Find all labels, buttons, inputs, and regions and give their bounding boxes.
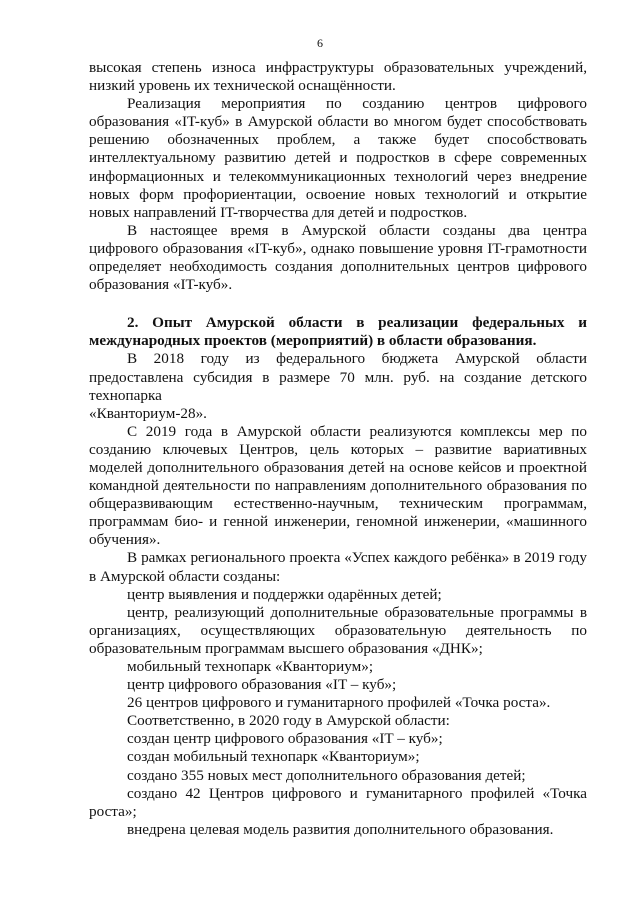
list-item: центр цифрового образования «IT – куб»; — [127, 676, 397, 694]
paragraph-regional-project: В рамках регионального проекта «Успех каждого ребёнка» в 2019 году в Амурской области созданы: — [89, 549, 587, 585]
list-item: создано 355 новых мест дополнительного образования детей; — [127, 766, 526, 784]
paragraph-kvantorium-28: «Кванториум-28». — [89, 404, 207, 422]
paragraph-infrastructure: высокая степень износа инфраструктуры образовательных учреждений, низкий уровень их технической оснащённости. — [89, 59, 587, 95]
list-item: 26 центров цифрового и гуманитарного профилей «Точка роста». — [127, 694, 551, 712]
list-item: создан центр цифрового образования «IT – куб»; — [127, 730, 443, 748]
list-item: центр, реализующий дополнительные образовательные программы в организациях, осуществляющих образовательную деятельность по образовательным программам высшего образования «ДНК»; — [89, 603, 587, 657]
document-body — [89, 59, 587, 839]
section-heading: 2. Опыт Амурской области в реализации федеральных и международных проектов (мероприятий) в области образования. — [89, 314, 587, 350]
list-item: центр выявления и поддержки одарённых детей; — [127, 585, 442, 603]
page-number: 6 — [317, 36, 323, 50]
paragraph-2019-measures: С 2019 года в Амурской области реализуются комплексы мер по созданию ключевых Центров, цель которых – развитие вариативных моделей дополнительного образования детей на основе кейсов и проектной командной деятельности по направлениям дополнительного образования по общеразвивающим естественно-научным, техническим программам, программам био- и генной инженерии, геномной инженерии, «машинного обучения». — [89, 422, 587, 549]
list-item: создан мобильный технопарк «Кванториум»; — [127, 748, 420, 766]
list-item: внедрена целевая модель развития дополнительного образования. — [127, 820, 554, 838]
paragraph-it-cube-current: В настоящее время в Амурской области созданы два центра цифрового образования «IT-куб», однако повышение уровня IT-грамотности определяет необходимость создания дополнительных центров цифрового образования «IT-куб». — [89, 221, 587, 294]
paragraph-2018-subsidy: В 2018 году из федерального бюджета Амурской области предоставлена субсидия в размере 70 млн. руб. на создание детского технопарка — [89, 350, 587, 404]
list-item: создано 42 Центров цифрового и гуманитарного профилей «Точка роста»; — [89, 784, 587, 820]
list-item: мобильный технопарк «Кванториум»; — [127, 658, 374, 675]
paragraph-it-cube-impact: Реализация мероприятия по созданию центров цифрового образования «IT-куб» в Амурской области во многом будет способствовать решению обозначенных проблем, а также будет способствовать интеллектуальному развитию детей и подростков в сфере современных информационных и телекоммуникационных технологий через внедрение новых форм профориентации, освоение новых технологий и открытие новых направлений IT-творчества для детей и подростков. — [89, 95, 587, 221]
paragraph-2020-results: Соответственно, в 2020 году в Амурской области: — [127, 712, 450, 730]
